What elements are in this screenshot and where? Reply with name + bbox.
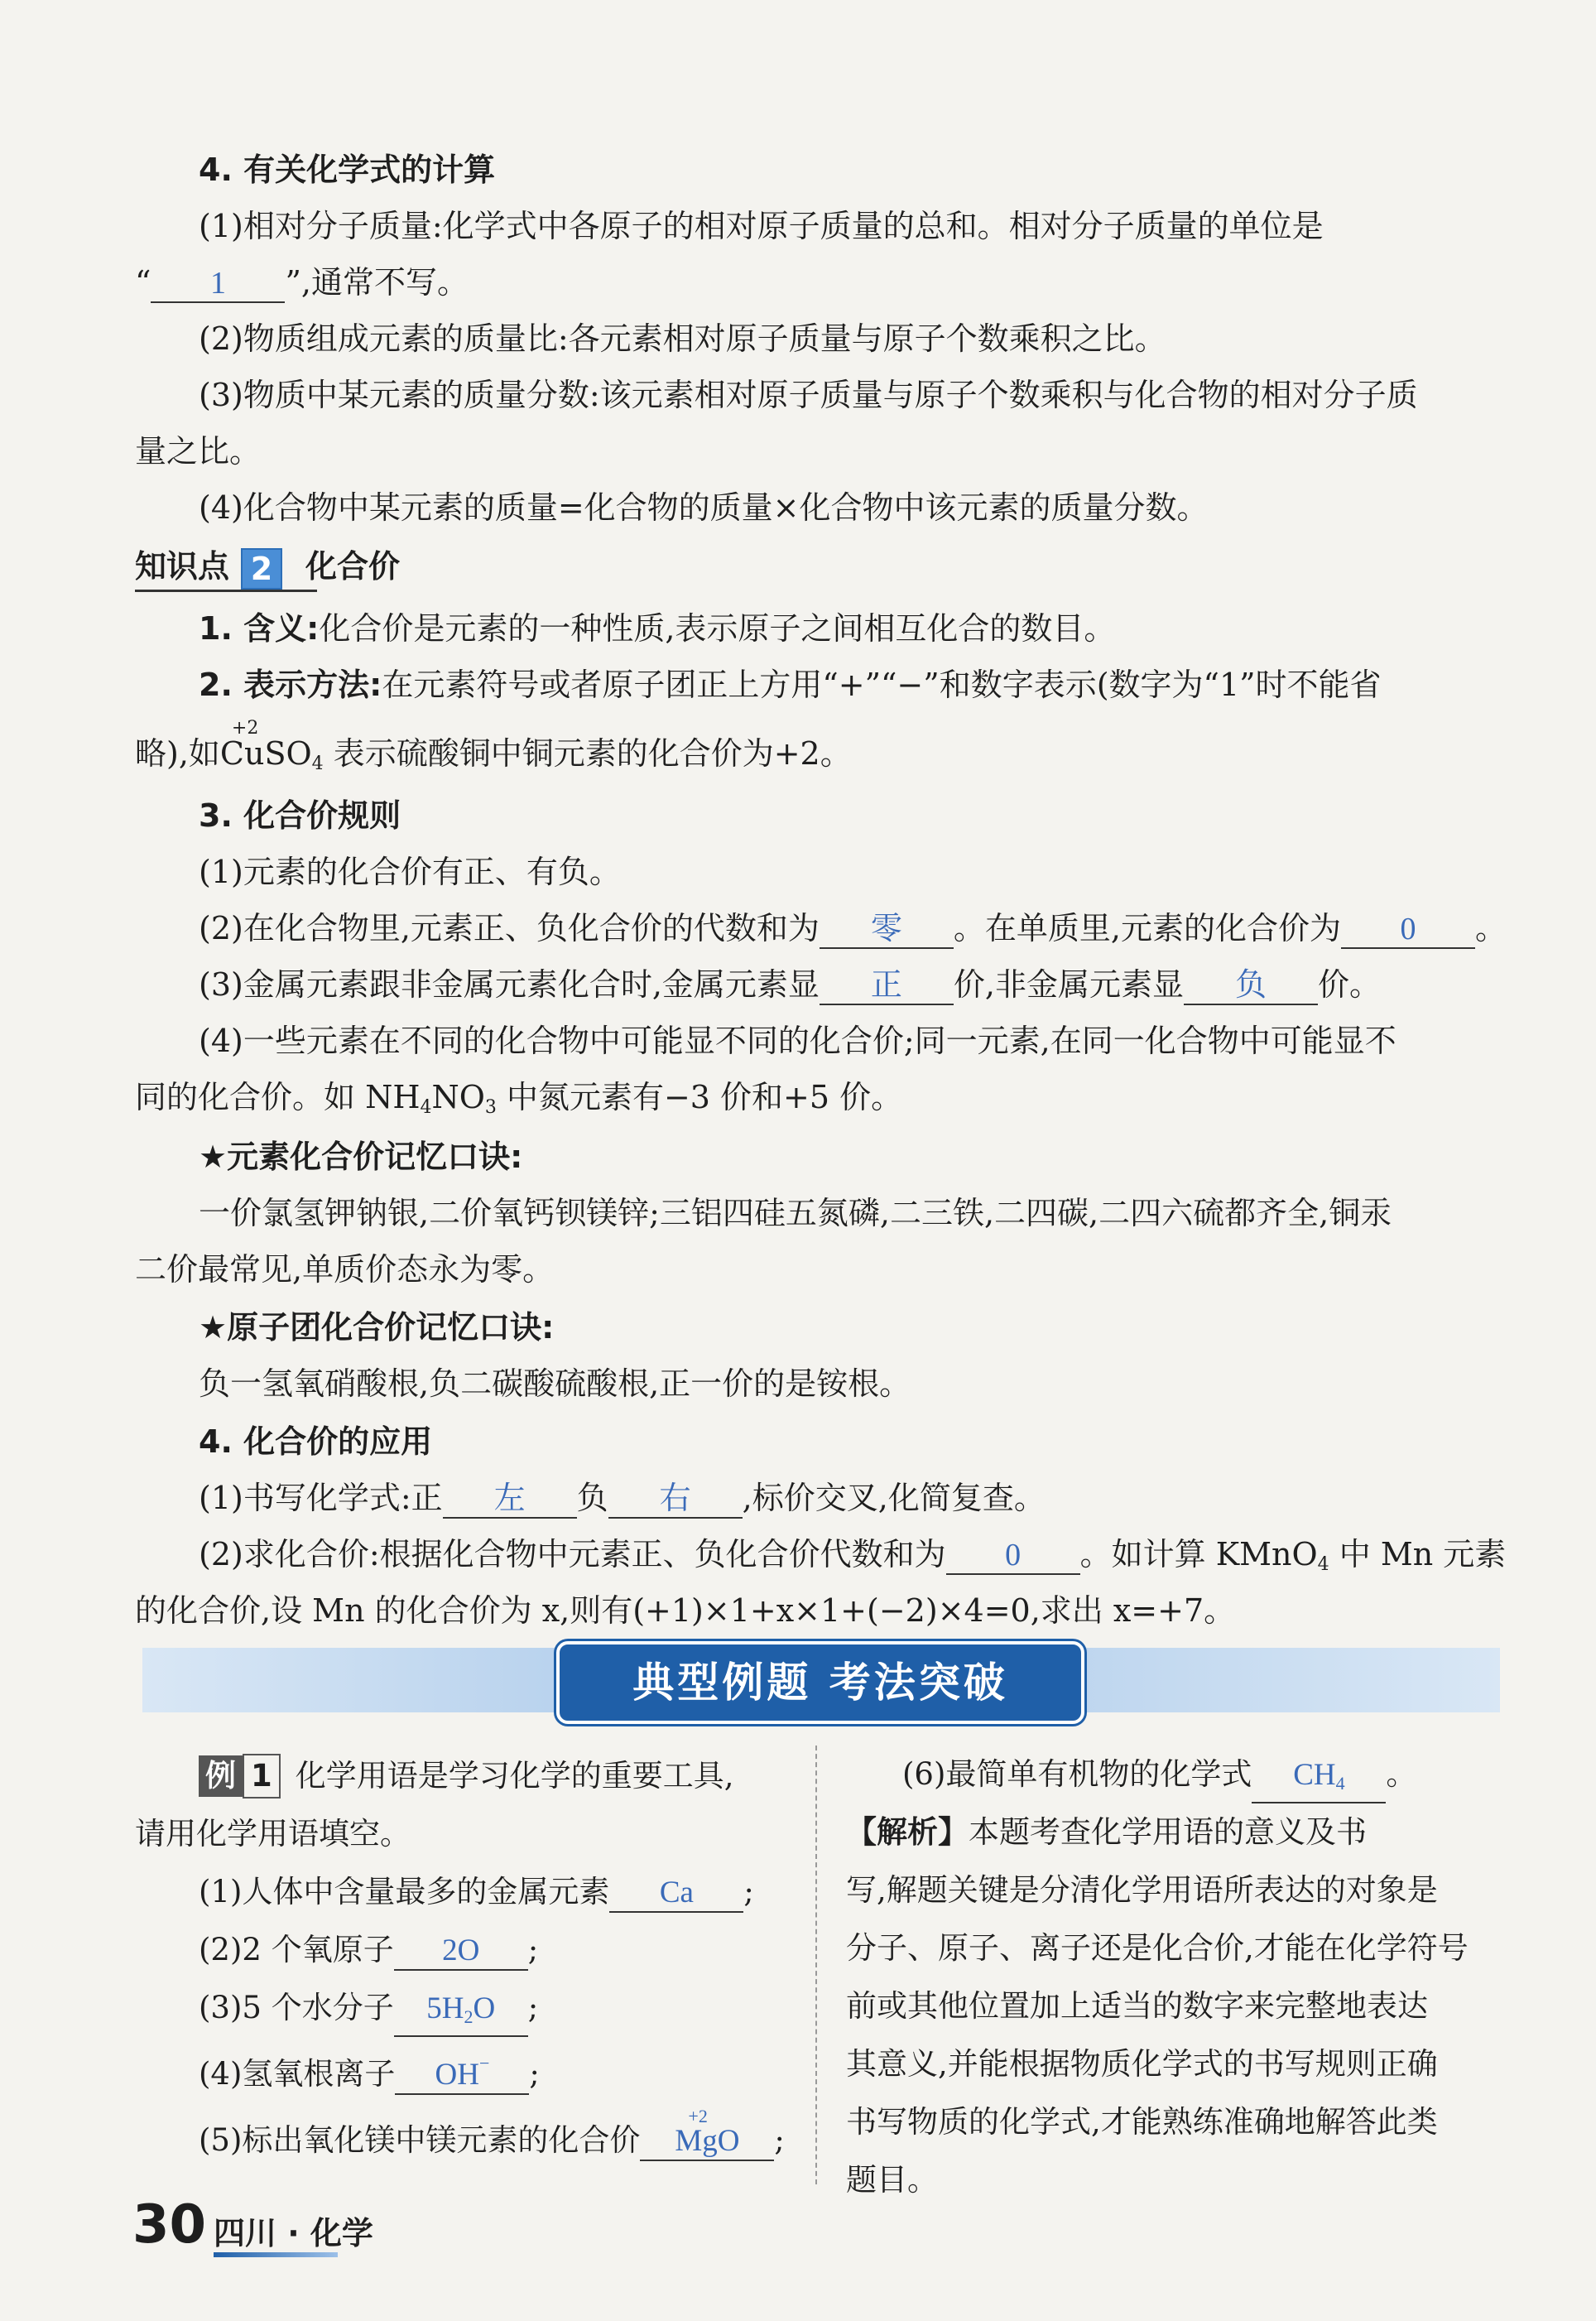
example-number: 1 bbox=[243, 1754, 281, 1799]
rule-3: (3)金属元素跟非金属元素化合时,金属元素显 正 价,非金属元素显 负 价。 bbox=[199, 964, 1556, 1005]
question-1: (1)人体中含量最多的金属元素 Ca ; bbox=[199, 1871, 754, 1913]
answer-blank: 2O bbox=[394, 1933, 528, 1971]
footer-underline bbox=[214, 2252, 338, 2257]
rule-4: (4)一些元素在不同的化合物中可能显不同的化合价;同一元素,在同一化合物中可能显不 bbox=[199, 1023, 1396, 1059]
para-mass-fraction: (3)物质中某元素的质量分数:该元素相对原子质量与原子个数乘积与化合物的相对分子质 bbox=[199, 377, 1418, 413]
para-mass-fraction-cont: 量之比。 bbox=[135, 433, 262, 469]
answer-blank: 1 bbox=[151, 265, 285, 303]
mnemonic-title-groups: ★原子团化合价记忆口诀: bbox=[199, 1309, 555, 1346]
answer-blank: 零 bbox=[820, 911, 954, 949]
banner-title: 典型例题 考法突破 bbox=[632, 1659, 1008, 1707]
application-2-cont: 的化合价,设 Mn 的化合价为 x,则有(+1)×1+x×1+(−2)×4=0,求出 x=+7。 bbox=[135, 1592, 1236, 1629]
analysis-line4: 前或其他位置加上适当的数字来完整地表达 bbox=[846, 1988, 1428, 2024]
answer-blank: 左 bbox=[443, 1481, 577, 1519]
answer-blank: $5H_2O$ bbox=[394, 1991, 528, 2037]
section-banner bbox=[142, 1648, 1500, 1712]
application-2: (2)求化合价:根据化合物中元素正、负化合价代数和为 0 。如计算 KMnO$_4$ 中 Mn 元素 bbox=[199, 1536, 1507, 1575]
analysis-line5: 其意义,并能根据物质化学式的书写规则正确 bbox=[846, 2046, 1438, 2082]
para-mass-ratio: (2)物质组成元素的质量比:各元素相对原子质量与原子个数乘积之比。 bbox=[199, 320, 1166, 357]
mnemonic-groups-line1: 负一氢氧硝酸根,负二碳酸硫酸根,正一价的是铵根。 bbox=[199, 1365, 911, 1402]
analysis-line1: 【解析】本题考查化学用语的意义及书 bbox=[846, 1814, 1367, 1850]
heading-underline bbox=[135, 590, 317, 592]
answer-blank: 0 bbox=[1341, 911, 1475, 949]
analysis-line2: 写,解题关键是分清化学用语所表达的对象是 bbox=[846, 1872, 1438, 1908]
answer-blank: 0 bbox=[946, 1537, 1080, 1575]
analysis-label: 【解析】 bbox=[846, 1814, 969, 1850]
para-meaning: 1. 含义:化合价是元素的一种性质,表示原子之间相互化合的数目。 bbox=[199, 610, 1116, 647]
para-method-cont: 略),如 +2 CuSO$_4$ 表示硫酸铜中铜元素的化合价为+2。 bbox=[135, 718, 852, 774]
answer-blank: Ca bbox=[609, 1875, 743, 1913]
answer-blank: 负 bbox=[1184, 967, 1318, 1005]
analysis-line7: 题目。 bbox=[846, 2162, 938, 2198]
mnemonic-elements-line1: 一价氯氢钾钠银,二价氧钙钡镁锌;三铝四硅五氮磷,二三铁,二四碳,二四六硫都齐全,铜汞 bbox=[199, 1195, 1392, 1231]
column-divider bbox=[815, 1746, 817, 2184]
para-element-mass: (4)化合物中某元素的质量=化合物的质量×化合物中该元素的质量分数。 bbox=[199, 489, 1209, 526]
answer-blank: 正 bbox=[820, 967, 954, 1005]
question-5: (5)标出氧化镁中镁元素的化合价 +2 MgO ; bbox=[199, 2120, 785, 2161]
section-title-rules: 3. 化合价规则 bbox=[199, 797, 401, 834]
question-2: (2)2 个氧原子 2O ; bbox=[199, 1929, 538, 1971]
example-badge: 例 bbox=[199, 1755, 243, 1797]
question-3: (3)5 个水分子 $5H_2O$ ; bbox=[199, 1987, 538, 2037]
answer-blank: OH− bbox=[395, 2045, 529, 2095]
analysis-line6: 书写物质的化学式,才能熟练准确地解答此类 bbox=[846, 2104, 1438, 2140]
knowledge-point-heading: 知识点 2 化合价 bbox=[135, 545, 400, 588]
para-relative-mass-cont: “ 1 ”,通常不写。 bbox=[135, 262, 1493, 303]
knowledge-point-number: 2 bbox=[241, 548, 282, 590]
answer-blank: 右 bbox=[608, 1481, 743, 1519]
section-title-application: 4. 化合价的应用 bbox=[199, 1423, 433, 1460]
mnemonic-title-elements: ★元素化合价记忆口诀: bbox=[199, 1139, 523, 1175]
footer-label: 四川 · 化学 bbox=[214, 2215, 373, 2251]
analysis-line3: 分子、原子、离子还是化合价,才能在化学符号 bbox=[846, 1930, 1469, 1966]
mnemonic-elements-line2: 二价最常见,单质价态永为零。 bbox=[135, 1251, 555, 1288]
page-number: 30 bbox=[132, 2194, 207, 2256]
rule-2: (2)在化合物里,元素正、负化合价的代数和为 零 。在单质里,元素的化合价为 0 。 bbox=[199, 908, 1556, 949]
question-4: (4)氢氧根离子 OH− ; bbox=[199, 2045, 540, 2095]
rule-4-cont: 同的化合价。如 $NH_4NO_3$ 中氮元素有−3 价和+5 价。 bbox=[135, 1079, 903, 1118]
para-relative-mass: (1)相对分子质量:化学式中各原子的相对原子质量的总和。相对分子质量的单位是 bbox=[199, 208, 1324, 244]
application-1: (1)书写化学式:正 左 负 右 ,标价交叉,化简复查。 bbox=[199, 1477, 1556, 1519]
rule-1: (1)元素的化合价有正、有负。 bbox=[199, 854, 621, 890]
para-method: 2. 表示方法:在元素符号或者原子团正上方用“+”“−”和数字表示(数字为“1”时不能省 bbox=[199, 667, 1382, 703]
answer-blank: +2 MgO bbox=[640, 2123, 774, 2161]
example-stem-line1: 例 1 化学用语是学习化学的重要工具, bbox=[199, 1754, 734, 1799]
question-6: (6)最简单有机物的化学式 $CH_4$ 。 bbox=[902, 1754, 1416, 1803]
section-title-calc: 4. 有关化学式的计算 bbox=[199, 152, 496, 188]
answer-blank: $CH_4$ bbox=[1252, 1757, 1386, 1803]
example-stem-line2: 请用化学用语填空。 bbox=[135, 1816, 411, 1852]
banner-pill bbox=[556, 1641, 1084, 1724]
